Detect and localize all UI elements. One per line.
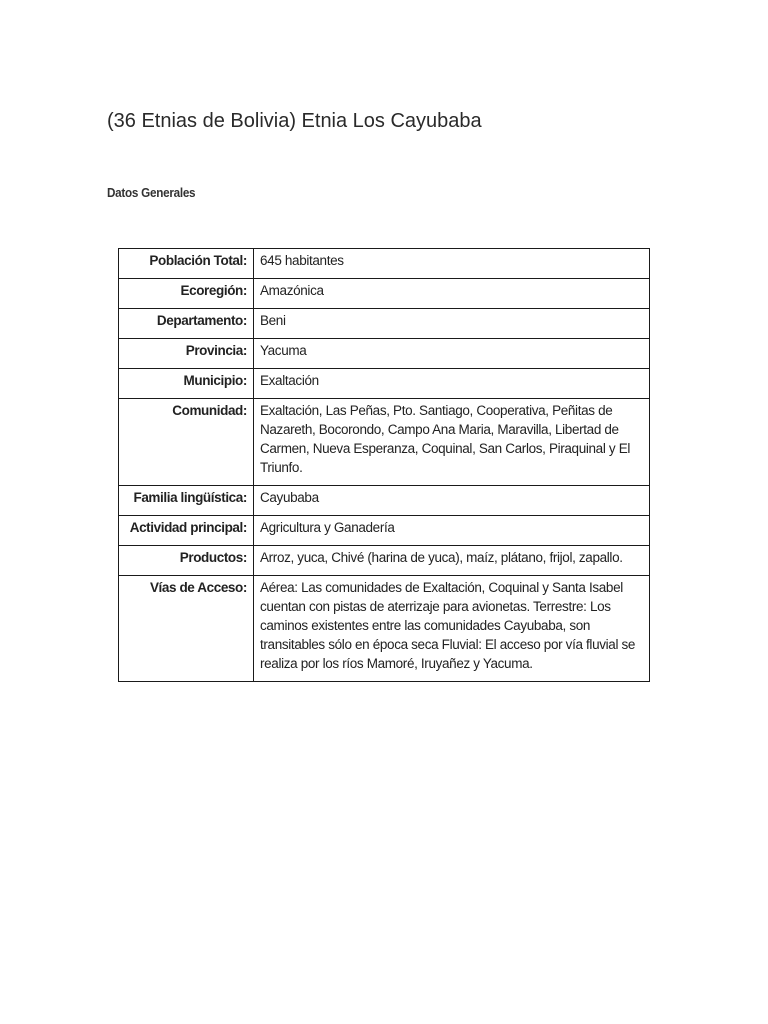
row-value: Aérea: Las comunidades de Exaltación, Coquinal y Santa Isabel cuentan con pistas de aterrizaje para avionetas. Terrestre: Los caminos existentes entre las comunidades Cayubaba, son transitables sólo en época seca Fluvial: El acceso por vía fluvial se realiza por los ríos Mamoré, Iruyañez y Yacuma.	[254, 576, 650, 682]
row-label: Municipio:	[119, 369, 254, 399]
row-value: Amazónica	[254, 279, 650, 309]
table-row-municipio	[119, 369, 650, 399]
table-row-actividad-principal	[119, 516, 650, 546]
row-label: Comunidad:	[119, 399, 254, 486]
row-value: Agricultura y Ganadería	[254, 516, 650, 546]
row-value: Beni	[254, 309, 650, 339]
row-value: Exaltación, Las Peñas, Pto. Santiago, Cooperativa, Peñitas de Nazareth, Bocorondo, Campo Ana Maria, Maravilla, Libertad de Carmen, Nueva Esperanza, Coquinal, San Carlos, Piraquinal y El Triunfo.	[254, 399, 650, 486]
table-row-poblacion	[119, 249, 650, 279]
section-heading-datos-generales: Datos Generales	[107, 185, 196, 200]
row-value: Exaltación	[254, 369, 650, 399]
table-row-productos	[119, 546, 650, 576]
row-value: 645 habitantes	[254, 249, 650, 279]
table-row-departamento	[119, 309, 650, 339]
row-label: Ecoregión:	[119, 279, 254, 309]
row-label: Provincia:	[119, 339, 254, 369]
general-data-table	[118, 248, 650, 682]
row-value: Arroz, yuca, Chivé (harina de yuca), maíz, plátano, frijol, zapallo.	[254, 546, 650, 576]
row-label: Vías de Acceso:	[119, 576, 254, 682]
table-row-vias-de-acceso	[119, 576, 650, 682]
row-value: Yacuma	[254, 339, 650, 369]
row-label: Familia lingüística:	[119, 486, 254, 516]
row-value: Cayubaba	[254, 486, 650, 516]
document-title: (36 Etnias de Bolivia) Etnia Los Cayubaba	[107, 110, 482, 132]
row-label: Departamento:	[119, 309, 254, 339]
table-row-provincia	[119, 339, 650, 369]
row-label: Productos:	[119, 546, 254, 576]
table-row-ecoregion	[119, 279, 650, 309]
table-row-familia-linguistica	[119, 486, 650, 516]
row-label: Actividad principal:	[119, 516, 254, 546]
row-label: Población Total:	[119, 249, 254, 279]
table-row-comunidad	[119, 399, 650, 486]
